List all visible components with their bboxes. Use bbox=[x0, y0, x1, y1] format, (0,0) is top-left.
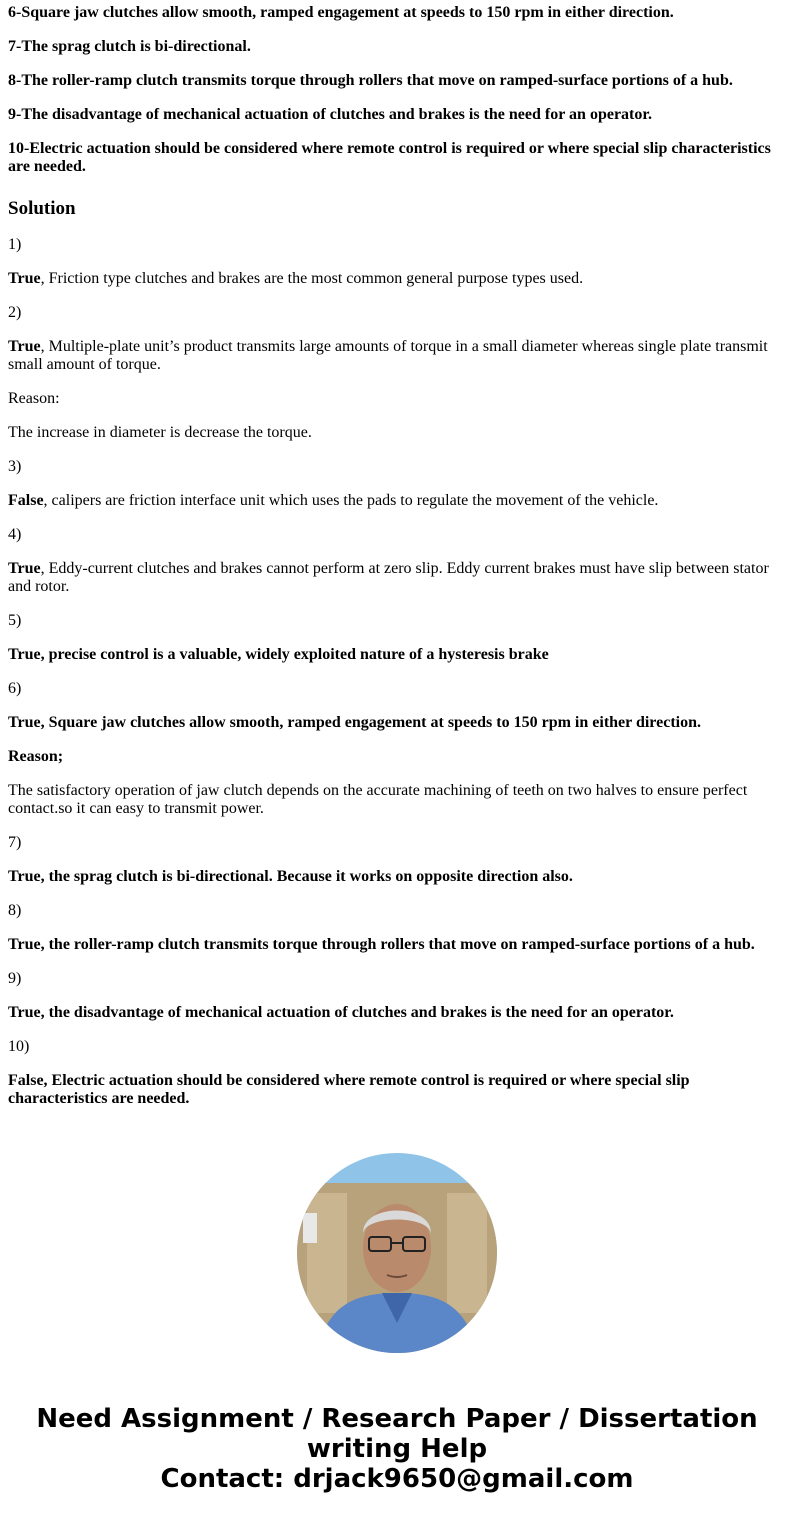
question-8: 8-The roller-ramp clutch transmits torque through rollers that move on ramped-surface portions of a hub. bbox=[8, 72, 733, 89]
solution-heading: Solution bbox=[8, 198, 76, 219]
answer-number-6: 6) bbox=[8, 680, 22, 697]
answer-4 bbox=[8, 560, 786, 596]
ad-contact: Contact: drjack9650@gmail.com bbox=[160, 1464, 634, 1494]
answer-6-reason-label: Reason; bbox=[8, 748, 64, 765]
answer-number-10: 10) bbox=[8, 1038, 30, 1055]
answer-2-verdict: True bbox=[8, 338, 41, 355]
answer-number-5: 5) bbox=[8, 612, 22, 629]
answer-1-text: , Friction type clutches and brakes are the most common general purpose types used. bbox=[40, 270, 584, 287]
answer-2-reason-label: Reason: bbox=[8, 390, 60, 407]
question-10: 10-Electric actuation should be considered where remote control is required or where special slip characteristics are needed. bbox=[8, 140, 771, 175]
answer-3-text: , calipers are friction interface unit which uses the pads to regulate the movement of the vehicle. bbox=[43, 492, 659, 509]
answer-2-reason: The increase in diameter is decrease the torque. bbox=[8, 424, 312, 441]
answer-5: True, precise control is a valuable, widely exploited nature of a hysteresis brake bbox=[8, 646, 549, 663]
answer-4-text: , Eddy-current clutches and brakes cannot perform at zero slip. Eddy current brakes must have slip between stator and rotor. bbox=[8, 560, 769, 595]
answer-6-reason: The satisfactory operation of jaw clutch depends on the accurate machining of teeth on two halves to ensure perfect contact.so it can easy to transmit power. bbox=[8, 782, 748, 817]
author-avatar bbox=[297, 1153, 497, 1353]
answer-7: True, the sprag clutch is bi-directional. Because it works on opposite direction also. bbox=[8, 868, 573, 885]
question-6: 6-Square jaw clutches allow smooth, ramped engagement at speeds to 150 rpm in either direction. bbox=[8, 4, 674, 21]
answer-1 bbox=[8, 270, 786, 288]
answer-number-2: 2) bbox=[8, 304, 22, 321]
answer-10: False, Electric actuation should be considered where remote control is required or where special slip characteristics are needed. bbox=[8, 1072, 690, 1107]
answer-number-3: 3) bbox=[8, 458, 22, 475]
question-7: 7-The sprag clutch is bi-directional. bbox=[8, 38, 251, 55]
answer-number-8: 8) bbox=[8, 902, 22, 919]
ad-line-2: writing Help bbox=[306, 1434, 488, 1464]
answer-3 bbox=[8, 492, 786, 510]
answer-number-9: 9) bbox=[8, 970, 22, 987]
ad-line-1: Need Assignment / Research Paper / Dissertation bbox=[36, 1404, 758, 1434]
answer-1-verdict: True bbox=[8, 270, 41, 287]
answer-3-verdict: False bbox=[8, 492, 44, 509]
answer-6: True, Square jaw clutches allow smooth, ramped engagement at speeds to 150 rpm in either direction. bbox=[8, 714, 701, 731]
answer-2-text: , Multiple-plate unit’s product transmits large amounts of torque in a small diameter whereas single plate transmit small amount of torque. bbox=[8, 338, 768, 373]
answer-number-4: 4) bbox=[8, 526, 22, 543]
answer-number-1: 1) bbox=[8, 236, 22, 253]
assignment-help-ad bbox=[0, 1404, 794, 1494]
answer-number-7: 7) bbox=[8, 834, 22, 851]
avatar-portrait-image bbox=[297, 1153, 497, 1353]
answer-9: True, the disadvantage of mechanical actuation of clutches and brakes is the need for an operator. bbox=[8, 1004, 674, 1021]
answer-8: True, the roller-ramp clutch transmits torque through rollers that move on ramped-surface portions of a hub. bbox=[8, 936, 755, 953]
question-9: 9-The disadvantage of mechanical actuation of clutches and brakes is the need for an operator. bbox=[8, 106, 652, 123]
answer-4-verdict: True bbox=[8, 560, 41, 577]
answer-2 bbox=[8, 338, 786, 374]
